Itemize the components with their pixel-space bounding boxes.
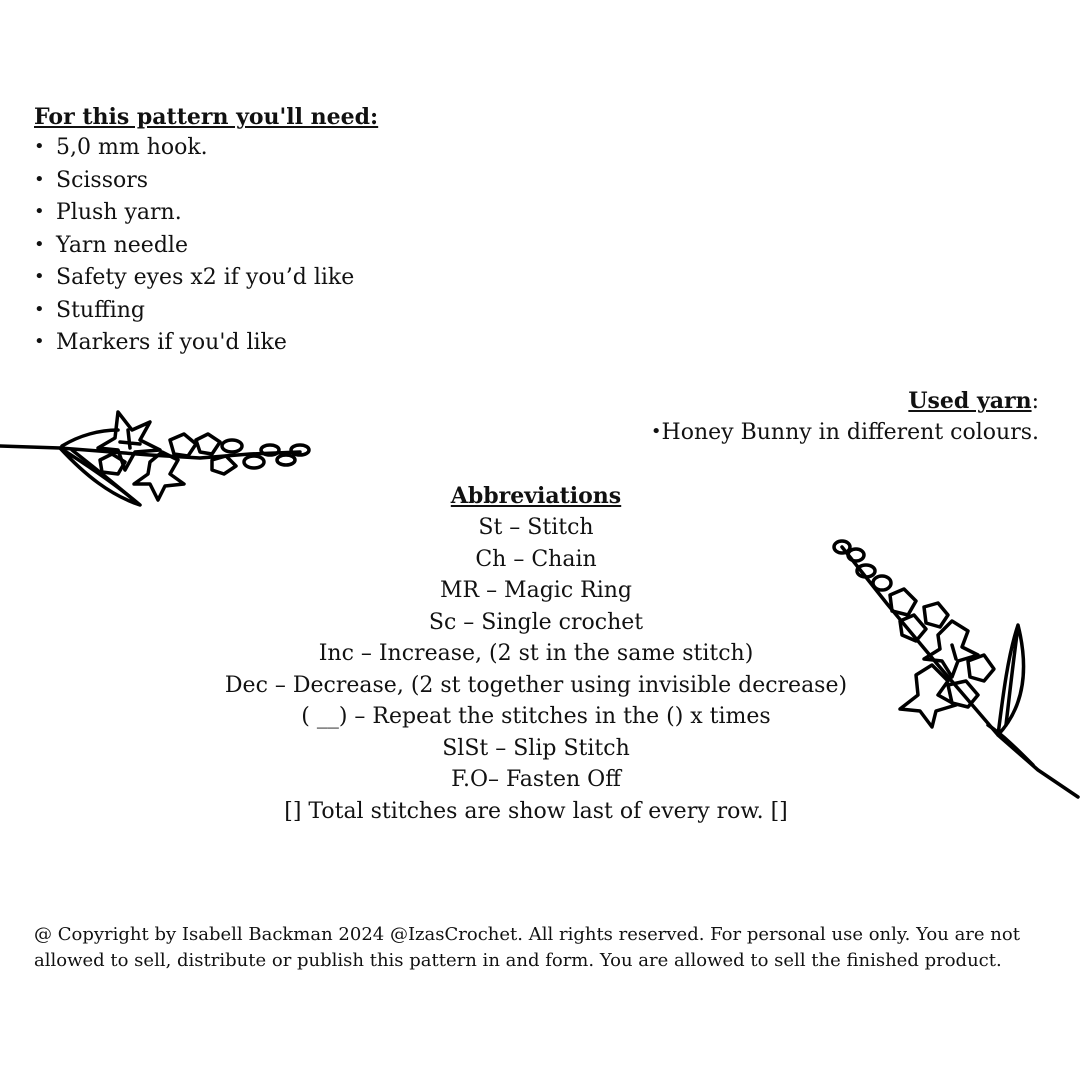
materials-section: [34, 102, 378, 360]
list-item: • Plush yarn.: [34, 197, 378, 230]
bullet-icon: •: [650, 421, 662, 442]
abbreviation-row: Dec – Decrease, (2 st together using invisible decrease): [224, 672, 848, 698]
flower-sprig-right-icon: [828, 535, 1080, 805]
bullet-icon: •: [34, 266, 45, 287]
flower-sprig-left-icon: [0, 400, 320, 515]
used-yarn-heading: Used yarn:: [908, 388, 1039, 414]
abbreviation-row: Ch – Chain: [475, 546, 597, 572]
copyright-line-1: @ Copyright by Isabell Backman 2024 @IzasCrochet. All rights reserved. For personal use only. You are not: [34, 924, 1020, 945]
bullet-icon: •: [34, 331, 45, 352]
bullet-icon: •: [34, 168, 45, 190]
list-item: • Yarn needle: [34, 230, 378, 263]
bullet-icon: •: [34, 136, 45, 157]
list-item: • Safety eyes x2 if you’d like: [34, 262, 378, 295]
bullet-icon: •: [34, 298, 45, 320]
list-item: • Stuffing: [34, 295, 378, 328]
list-item: • 5,0 mm hook.: [34, 132, 378, 165]
list-item: • Scissors: [34, 165, 378, 198]
abbreviation-row: SlSt – Slip Stitch: [442, 735, 630, 761]
list-item: • Markers if you'd like: [34, 327, 378, 360]
materials-list: [34, 132, 378, 360]
abbreviation-row: St – Stitch: [478, 515, 594, 540]
abbreviation-row: F.O– Fasten Off: [451, 767, 621, 792]
abbreviation-row: ( __) – Repeat the stitches in the () x times: [301, 704, 771, 729]
abbreviation-row: Sc – Single crochet: [428, 609, 644, 635]
copyright-notice: [34, 922, 1044, 974]
used-yarn-item: •Honey Bunny in different colours.: [640, 417, 1039, 449]
copyright-line-2: allowed to sell, distribute or publish this pattern in and form. You are allowed to sell the finished product.: [34, 950, 1002, 971]
used-yarn-section: [640, 386, 1039, 449]
abbreviation-row: MR – Magic Ring: [439, 578, 632, 603]
abbreviation-row: [] Total stitches are show last of every row. []: [284, 798, 788, 824]
materials-heading: For this pattern you'll need:: [34, 104, 379, 130]
bullet-icon: •: [34, 233, 45, 255]
bullet-icon: •: [34, 201, 45, 222]
abbreviations-title: Abbreviations: [450, 483, 622, 509]
abbreviation-row: Inc – Increase, (2 st in the same stitch): [318, 641, 754, 666]
